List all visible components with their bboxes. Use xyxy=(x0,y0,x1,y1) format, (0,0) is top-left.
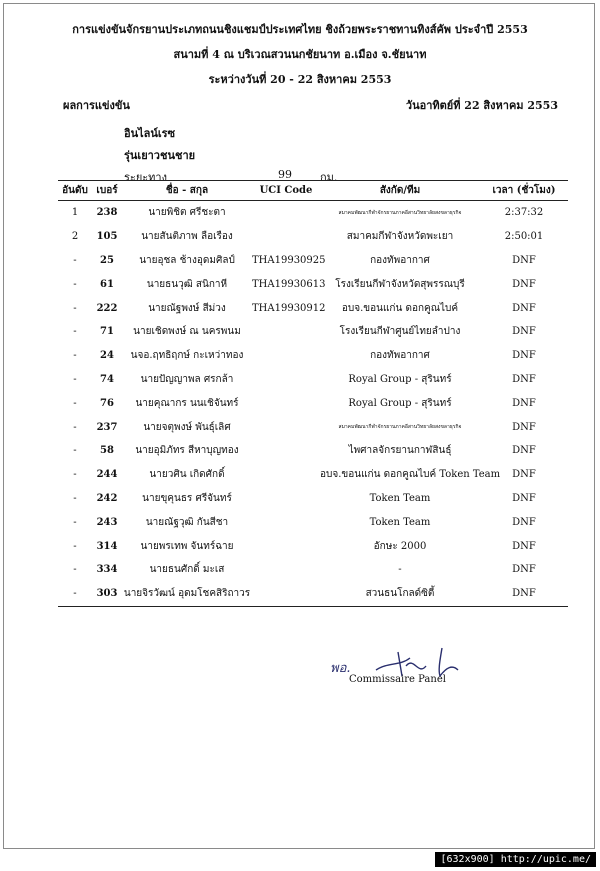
cell-team: สวนธนโกลด์ซิตี้ xyxy=(320,582,480,606)
cell-name: นายอุชล ช้างอุดมศิลป์ xyxy=(139,254,235,266)
cell-name: นายวศิน เกิดศักดิ์ xyxy=(149,469,225,481)
results-label: ผลการแข่งขัน xyxy=(63,99,130,112)
cell-time: DNF xyxy=(512,397,536,409)
cell-number: 58 xyxy=(100,445,114,457)
cell-team: สมาคมกีฬาจังหวัดพะเยา xyxy=(346,231,454,243)
cell-name: นายธนวุฒิ สนิกาหี xyxy=(146,278,228,290)
cell-rank: - xyxy=(73,397,77,409)
cell-name: นายอุมิภัทร สีหาบุญทอง xyxy=(135,445,239,457)
cell-uci-code xyxy=(252,439,320,463)
distance-value: 99 xyxy=(278,168,292,181)
table-row xyxy=(58,487,568,511)
cell-uci-code xyxy=(252,582,320,606)
cell-rank: - xyxy=(73,421,77,433)
cell-team: สมาคมพัฒนากีฬาจักรยานภาคอีสานวิทยาลัยสงขลาธุรกิจ xyxy=(338,424,462,431)
cell-rank: - xyxy=(73,326,77,338)
cell-uci-code xyxy=(252,463,320,487)
cell-time: DNF xyxy=(512,564,536,576)
cell-rank: - xyxy=(73,492,77,504)
cell-uci-code xyxy=(252,558,320,582)
cell-name: นายพิชิต ศรีชะตา xyxy=(148,207,226,219)
cell-time: DNF xyxy=(480,582,568,606)
table-row xyxy=(58,391,568,415)
distance-label: ระยะทาง xyxy=(124,171,167,184)
cell-time: 2:50:01 xyxy=(504,231,544,243)
cell-uci-code xyxy=(252,320,320,344)
table-row xyxy=(58,272,568,296)
col-time-header: เวลา (ชั่วโมง) xyxy=(480,181,568,201)
cell-time: DNF xyxy=(512,516,536,528)
col-uci-header: UCI Code xyxy=(252,181,320,201)
cell-number: 334 xyxy=(96,564,118,576)
cell-uci-code xyxy=(252,201,320,225)
cell-name: นายณัฐวุฒิ กันสีชา xyxy=(145,516,229,528)
cell-uci-code xyxy=(252,415,320,439)
cell-number: 244 xyxy=(96,469,118,481)
watermark: [632x900] http://upic.me/ xyxy=(435,852,596,867)
cell-rank: - xyxy=(73,350,77,362)
event-title: การแข่งขันจักรยานประเภทถนนชิงแชมป์ประเทศไทย ชิงถ้วยพระราชทานทิงส์คัพ ประจำปี 2553 xyxy=(72,23,528,36)
cell-team: ไพศาลจักรยานกาฬสินธุ์ xyxy=(348,445,452,457)
cell-uci-code xyxy=(252,534,320,558)
cell-number: 61 xyxy=(100,278,114,290)
cell-number: 74 xyxy=(100,373,114,385)
cell-uci-code: THA19930613 xyxy=(252,278,326,290)
cell-number: 222 xyxy=(96,302,118,314)
cell-rank: 1 xyxy=(71,207,79,219)
cell-name: นายคุณากร นนเชิจันทร์ xyxy=(135,397,239,409)
signature-script: พอ. xyxy=(330,661,351,676)
table-row xyxy=(58,558,568,582)
signature-caption: Commissaire Panel xyxy=(349,674,446,685)
cell-time: DNF xyxy=(512,254,536,266)
cell-team: Token Team xyxy=(369,492,431,504)
cell-name: นายปัญญาพล ศรกล้า xyxy=(140,373,234,385)
cell-time: DNF xyxy=(512,302,536,314)
cell-team: โรงเรียนกีฬาจังหวัดสุพรรณบุรี xyxy=(335,278,465,290)
cell-rank: - xyxy=(58,582,92,606)
cell-number: 238 xyxy=(96,207,118,219)
event-name: อินไลน์เรซ xyxy=(124,127,176,140)
cell-uci-code xyxy=(252,225,320,249)
cell-uci-code xyxy=(252,391,320,415)
cell-time: DNF xyxy=(512,350,536,362)
cell-name: นายธนศักดิ์ มะเส xyxy=(149,564,225,576)
cell-rank: - xyxy=(73,516,77,528)
cell-number: 237 xyxy=(96,421,118,433)
col-team-header: สังกัด/ทีม xyxy=(320,181,480,201)
table-row xyxy=(58,510,568,534)
cell-team: โรงเรียนกีฬาศูนย์ไทยลำปาง xyxy=(339,326,461,338)
cell-time: DNF xyxy=(512,278,536,290)
cell-number: 76 xyxy=(100,397,114,409)
cell-time: DNF xyxy=(512,492,536,504)
table-row xyxy=(58,534,568,558)
cell-name: นายขุคุนธร ศรีจันทร์ xyxy=(142,492,232,504)
cell-name: นจอ.ฤทธิฤกษ์ กะเหว่าทอง xyxy=(130,350,244,362)
table-row xyxy=(58,225,568,249)
cell-time: DNF xyxy=(512,469,536,481)
distance-unit: กม. xyxy=(320,171,338,184)
table-row xyxy=(58,463,568,487)
cell-name: นายณัฐพงษ์ สีม่วง xyxy=(148,302,226,314)
cell-rank: 2 xyxy=(71,231,79,243)
cell-team: กองทัพอากาศ xyxy=(370,350,430,362)
cell-rank: - xyxy=(73,540,77,552)
table-row xyxy=(58,439,568,463)
cell-team: กองทัพอากาศ xyxy=(370,254,430,266)
cell-uci-code xyxy=(252,368,320,392)
cell-team: - xyxy=(398,564,402,576)
cell-uci-code xyxy=(252,487,320,511)
cell-rank: - xyxy=(73,564,77,576)
cell-number: 242 xyxy=(96,492,118,504)
col-number-header: เบอร์ xyxy=(92,181,122,201)
cell-uci-code: THA19930925 xyxy=(252,254,326,266)
cell-rank: - xyxy=(73,373,77,385)
cell-name: นายสันติภาพ ลือเรือง xyxy=(141,231,233,243)
cell-team: สมาคมพัฒนากีฬาจักรยานภาคอีสานวิทยาลัยสงขลาธุรกิจ xyxy=(338,209,462,216)
cell-time: DNF xyxy=(512,373,536,385)
cell-team: อบจ.ขอนแก่น ดอกคูณไบค์ Token Team xyxy=(320,469,501,481)
category-name: รุ่นเยาวชนชาย xyxy=(124,149,196,162)
cell-name: นายเชิดพงษ์ ณ นครพนม xyxy=(133,326,241,338)
cell-team: อบจ.ขอนแก่น ดอกคูณไบค์ xyxy=(341,302,459,314)
cell-uci-code xyxy=(252,510,320,534)
cell-time: DNF xyxy=(512,445,536,457)
cell-team: Royal Group - สุรินทร์ xyxy=(348,397,452,409)
cell-number: 105 xyxy=(96,231,118,243)
col-name-header: ชื่อ - สกุล xyxy=(122,181,252,201)
cell-name: นายจิรวัฒน์ อุดมโชคสิริถาวร xyxy=(122,582,252,606)
table-row xyxy=(58,344,568,368)
table-row xyxy=(58,296,568,320)
date-range-line: ระหว่างวันที่ 20 - 22 สิงหาคม 2553 xyxy=(208,73,392,86)
cell-team: Royal Group - สุรินทร์ xyxy=(348,373,452,385)
cell-uci-code xyxy=(252,344,320,368)
table-row xyxy=(58,415,568,439)
table-header-row xyxy=(58,181,568,201)
results-table xyxy=(58,180,568,607)
col-rank-header: อันดับ xyxy=(58,181,92,201)
cell-number: 71 xyxy=(100,326,114,338)
cell-time: 2:37:32 xyxy=(504,207,544,219)
cell-rank: - xyxy=(73,445,77,457)
table-row xyxy=(58,249,568,273)
cell-number: 303 xyxy=(92,582,122,606)
venue-line: สนามที่ 4 ณ บริเวณสวนนกชัยนาท อ.เมือง จ.ชัยนาท xyxy=(173,48,427,61)
cell-number: 25 xyxy=(100,254,114,266)
table-row xyxy=(58,201,568,225)
cell-time: DNF xyxy=(512,540,536,552)
race-date: วันอาทิตย์ที่ 22 สิงหาคม 2553 xyxy=(405,99,558,112)
cell-time: DNF xyxy=(512,421,536,433)
cell-name: นายพรเทพ จันทร์ฉาย xyxy=(140,540,234,552)
table-row xyxy=(58,582,568,606)
cell-rank: - xyxy=(73,254,77,266)
cell-time: DNF xyxy=(512,326,536,338)
cell-number: 24 xyxy=(100,350,114,362)
cell-name: นายจตุพงษ์ พันธุ์เลิศ xyxy=(143,421,231,433)
cell-uci-code: THA19930912 xyxy=(252,302,326,314)
cell-number: 243 xyxy=(96,516,118,528)
cell-team: อักษะ 2000 xyxy=(373,540,427,552)
table-row xyxy=(58,320,568,344)
cell-rank: - xyxy=(73,302,77,314)
cell-number: 314 xyxy=(96,540,118,552)
cell-team: Token Team xyxy=(369,516,431,528)
cell-rank: - xyxy=(73,469,77,481)
table-row xyxy=(58,368,568,392)
cell-rank: - xyxy=(73,278,77,290)
